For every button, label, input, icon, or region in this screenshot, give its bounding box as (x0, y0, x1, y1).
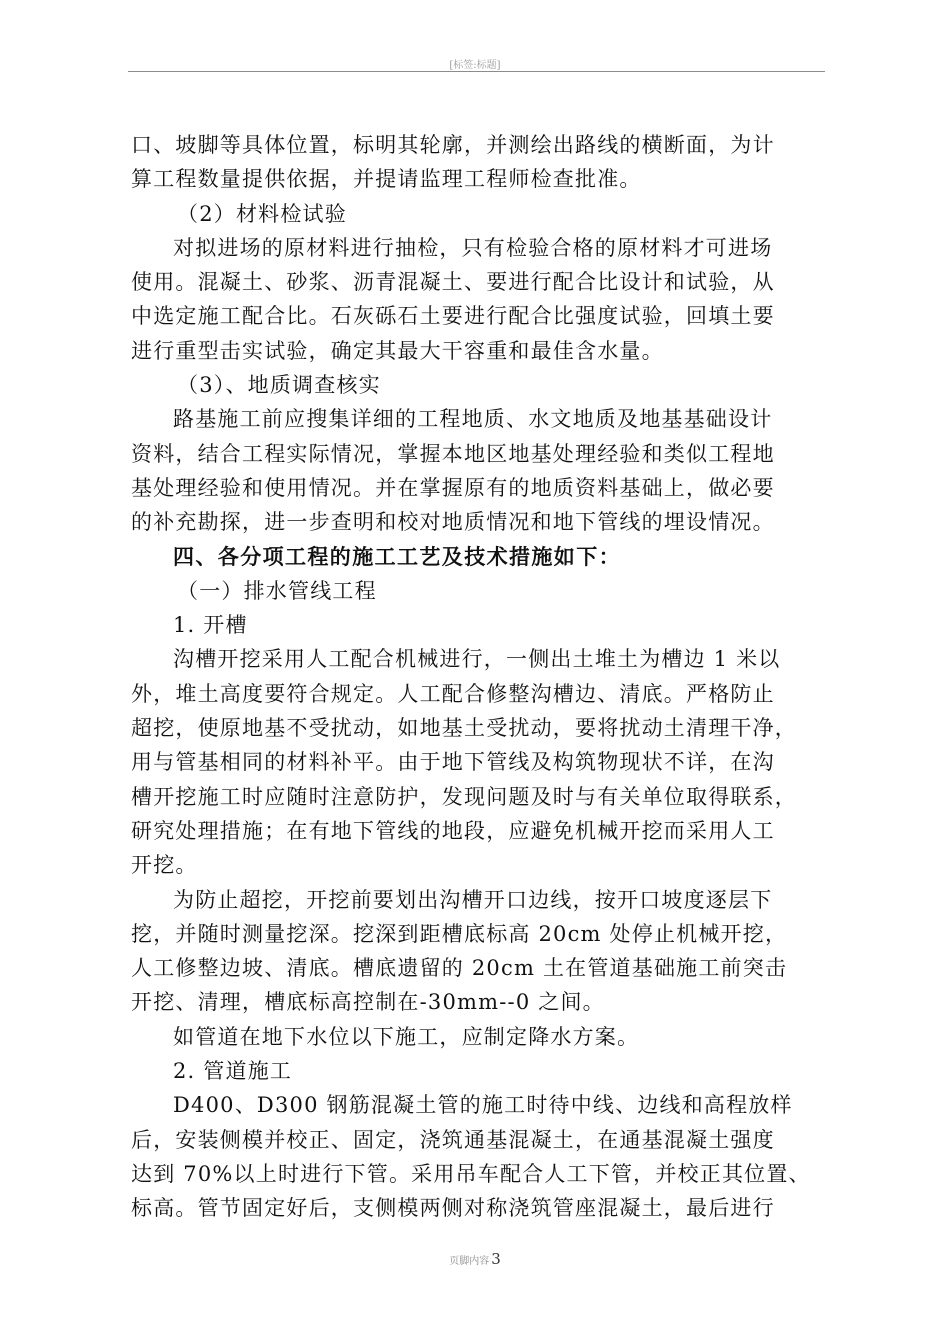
text-line: 的补充勘探，进一步查明和校对地质情况和地下管线的埋设情况。 (131, 510, 775, 535)
text-line: 达到 70%以上时进行下管。采用吊车配合人工下管，并校正其位置、 (131, 1161, 811, 1186)
text-line: 路基施工前应搜集详细的工程地质、水文地质及地基基础设计 (173, 407, 773, 432)
text-line: 人工修整边坡、清底。槽底遗留的 20cm 土在管道基础施工前突击 (131, 956, 788, 981)
text-line: 研究处理措施；在有地下管线的地段，应避免机械开挖而采用人工 (131, 818, 775, 843)
text-line: （一）排水管线工程 (177, 578, 377, 603)
footer-label: 页脚内容 (449, 1256, 490, 1267)
page-footer (0, 1249, 950, 1268)
text-line: 1. 开槽 (173, 613, 248, 638)
text-line: 进行重型击实试验，确定其最大干容重和最佳含水量。 (131, 338, 664, 363)
text-line: D400、D300 钢筋混凝土管的施工时待中线、边线和高程放样 (173, 1093, 793, 1118)
text-line: 对拟进场的原材料进行抽检，只有检验合格的原材料才可进场 (173, 235, 773, 260)
text-line: 挖，并随时测量挖深。挖深到距槽底标高 20cm 处停止机械开挖， (131, 921, 788, 946)
text-line: 资料，结合工程实际情况，掌握本地区地基处理经验和类似工程地 (131, 441, 775, 466)
text-line: （3）、地质调查核实 (177, 373, 381, 398)
text-line: 口、坡脚等具体位置，标明其轮廓，并测绘出路线的横断面，为计 (131, 133, 775, 157)
text-line: 2. 管道施工 (173, 1059, 293, 1084)
text-line: 沟槽开挖采用人工配合机械进行，一侧出土堆土为槽边 1 米以 (173, 647, 781, 672)
text-line: 中选定施工配合比。石灰砾石土要进行配合比强度试验，回填土要 (131, 304, 775, 329)
text-line: 槽开挖施工时应随时注意防护，发现问题及时与有关单位取得联系， (131, 784, 797, 809)
body-text (131, 128, 831, 1226)
page-number: 3 (491, 1250, 501, 1268)
text-line: 标高。管节固定好后，支侧模两侧对称浇筑管座混凝土，最后进行 (131, 1196, 775, 1221)
text-line: （2）材料检试验 (177, 201, 347, 226)
text-line: 超挖，使原地基不受扰动，如地基土受扰动，要将扰动土清理干净， (131, 716, 797, 741)
text-line: 开挖、清理，槽底标高控制在-30mm--0 之间。 (131, 990, 605, 1015)
text-line: 算工程数量提供依据，并提请监理工程师检查批准。 (131, 167, 642, 192)
text-line: 用与管基相同的材料补平。由于地下管线及构筑物现状不详，在沟 (131, 750, 775, 775)
header-divider (128, 71, 825, 72)
text-line: 如管道在地下水位以下施工，应制定降水方案。 (173, 1024, 640, 1049)
text-line: 为防止超挖，开挖前要划出沟槽开口边线，按开口坡度逐层下 (173, 887, 773, 912)
text-line: 使用。混凝土、砂浆、沥青混凝土、要进行配合比设计和试验，从 (131, 270, 775, 295)
section-heading: 四、各分项工程的施工工艺及技术措施如下： (173, 544, 621, 569)
text-line: 基处理经验和使用情况。并在掌握原有的地质资料基础上，做必要 (131, 475, 775, 500)
text-line: 后，安装侧模并校正、固定，浇筑通基混凝土，在通基混凝土强度 (131, 1127, 775, 1152)
text-line: 外，堆土高度要符合规定。人工配合修整沟槽边、清底。严格防止 (131, 681, 775, 706)
page-header: [标签:标题] (449, 60, 501, 71)
text-line: 开挖。 (131, 853, 198, 878)
